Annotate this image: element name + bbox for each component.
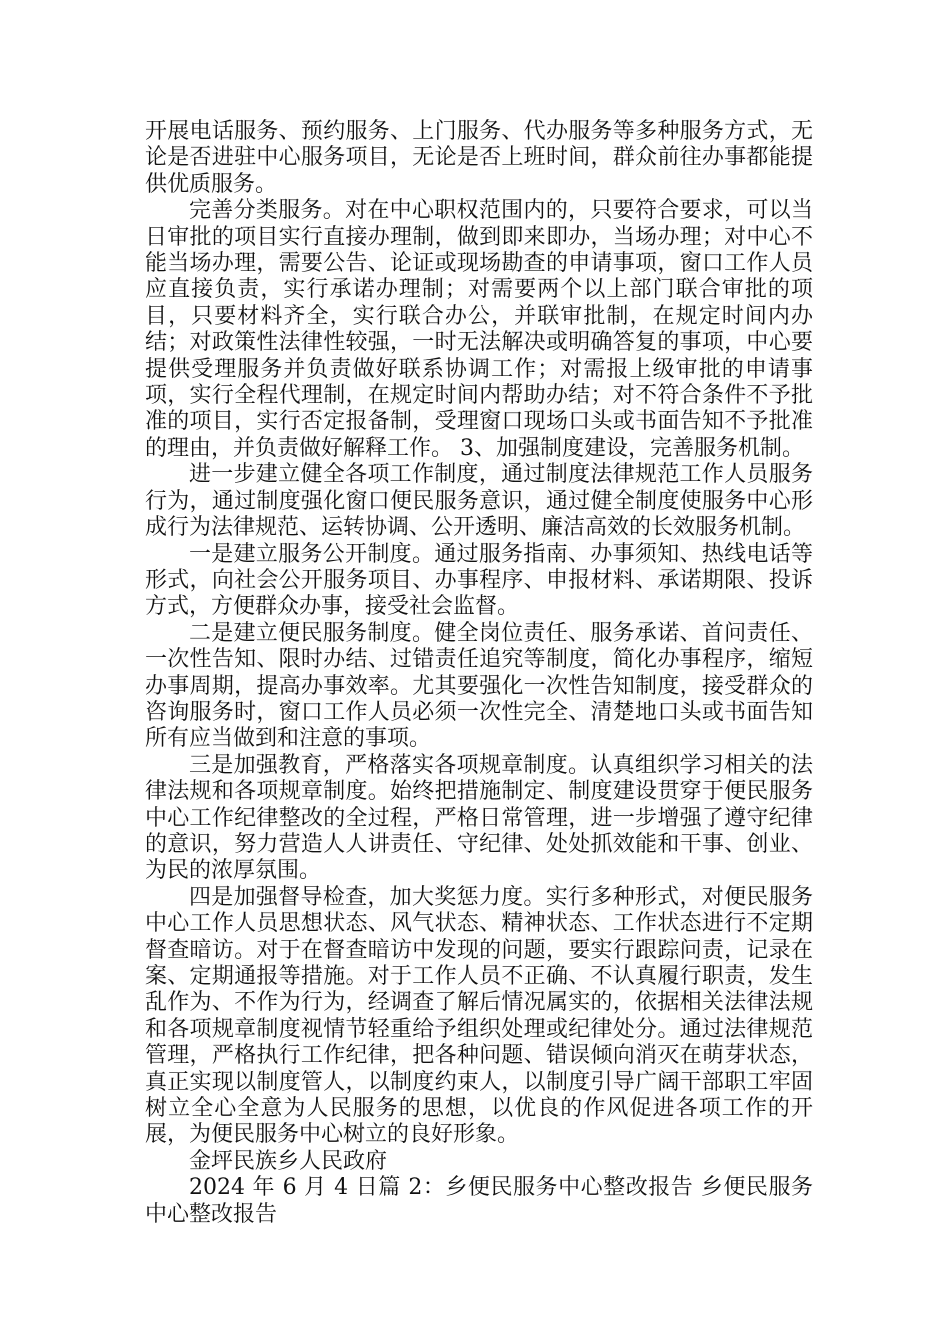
paragraph-classified-service: 完善分类服务。对在中心职权范围内的，只要符合要求，可以当日审批的项目实行直接办理制，做到即来即办，当场办理；对中心不能当场办理，需要公告、论证或现场勘查的申请事项，窗口工作人员应直接负责，实行承诺办理制；对需要两个以上部门联合审批的项目，只要材料齐全，实行联合办公，并联审批制，在规定时间内办结；对政策性法律性较强，一时无法解决或明确答复的事项，中心要提供受理服务并负责做好联系协调工作；对需报上级审批的申请事项，实行全程代理制，在规定时间内帮助办结；对不符合条件不予批准的项目，实行否定报备制，受理窗口现场口头或书面告知不予批准的理由，并负责做好解释工作。 3、加强制度建设，完善服务机制。 <box>145 198 813 461</box>
paragraph-supervision-inspection: 四是加强督导检查，加大奖惩力度。实行多种形式，对便民服务中心工作人员思想状态、风气状态、精神状态、工作状态进行不定期督查暗访。对于在督查暗访中发现的问题，要实行跟踪问责，记录在案、定期通报等措施。对于工作人员不正确、不认真履行职责，发生乱作为、不作为行为，经调查了解后情况属实的，依据相关法律法规和各项规章制度视情节轻重给予组织处理或纪律处分。通过法律规范管理，严格执行工作纪律，把各种问题、错误倾向消灭在萌芽状态，真正实现以制度管人，以制度约束人，以制度引导广阔干部职工牢固树立全心全意为人民服务的思想，以优良的作风促进各项工作的开展，为便民服务中心树立的良好形象。 <box>145 884 813 1148</box>
paragraph-service-methods: 开展电话服务、预约服务、上门服务、代办服务等多种服务方式，无论是否进驻中心服务项目，无论是否上班时间，群众前往办事都能提供优质服务。 <box>145 119 813 197</box>
document-body <box>145 119 813 1228</box>
paragraph-education-rules: 三是加强教育，严格落实各项规章制度。认真组织学习相关的法律法规和各项规章制度。始终把措施制定、制度建设贯穿于便民服务中心工作纪律整改的全过程，严格日常管理，进一步增强了遵守纪律的意识，努力营造人人讲责任、守纪律、处处抓效能和干事、创业、为民的浓厚氛围。 <box>145 752 813 884</box>
paragraph-public-service-system: 一是建立服务公开制度。通过服务指南、办事须知、热线电话等形式，向社会公开服务项目、办事程序、申报材料、承诺期限、投诉方式，方便群众办事，接受社会监督。 <box>145 541 813 620</box>
signature-government: 金坪民族乡人民政府 <box>189 1148 388 1174</box>
date-and-next-title: 2024 年 6 月 4 日篇 2：乡便民服务中心整改报告 乡便民服务中心整改报告 <box>145 1175 813 1227</box>
paragraph-system-building: 进一步建立健全各项工作制度，通过制度法律规范工作人员服务行为，通过制度强化窗口便民服务意识，通过健全制度使服务中心形成行为法律规范、运转协调、公开透明、廉洁高效的长效服务机制。 <box>145 462 813 541</box>
paragraph-convenience-service-system: 二是建立便民服务制度。健全岗位责任、服务承诺、首问责任、一次性告知、限时办结、过错责任追究等制度，简化办事程序，缩短办事周期，提高办事效率。尤其要强化一次性告知制度，接受群众的咨询服务时，窗口工作人员必须一次性完全、清楚地口头或书面告知所有应当做到和注意的事项。 <box>145 620 813 752</box>
